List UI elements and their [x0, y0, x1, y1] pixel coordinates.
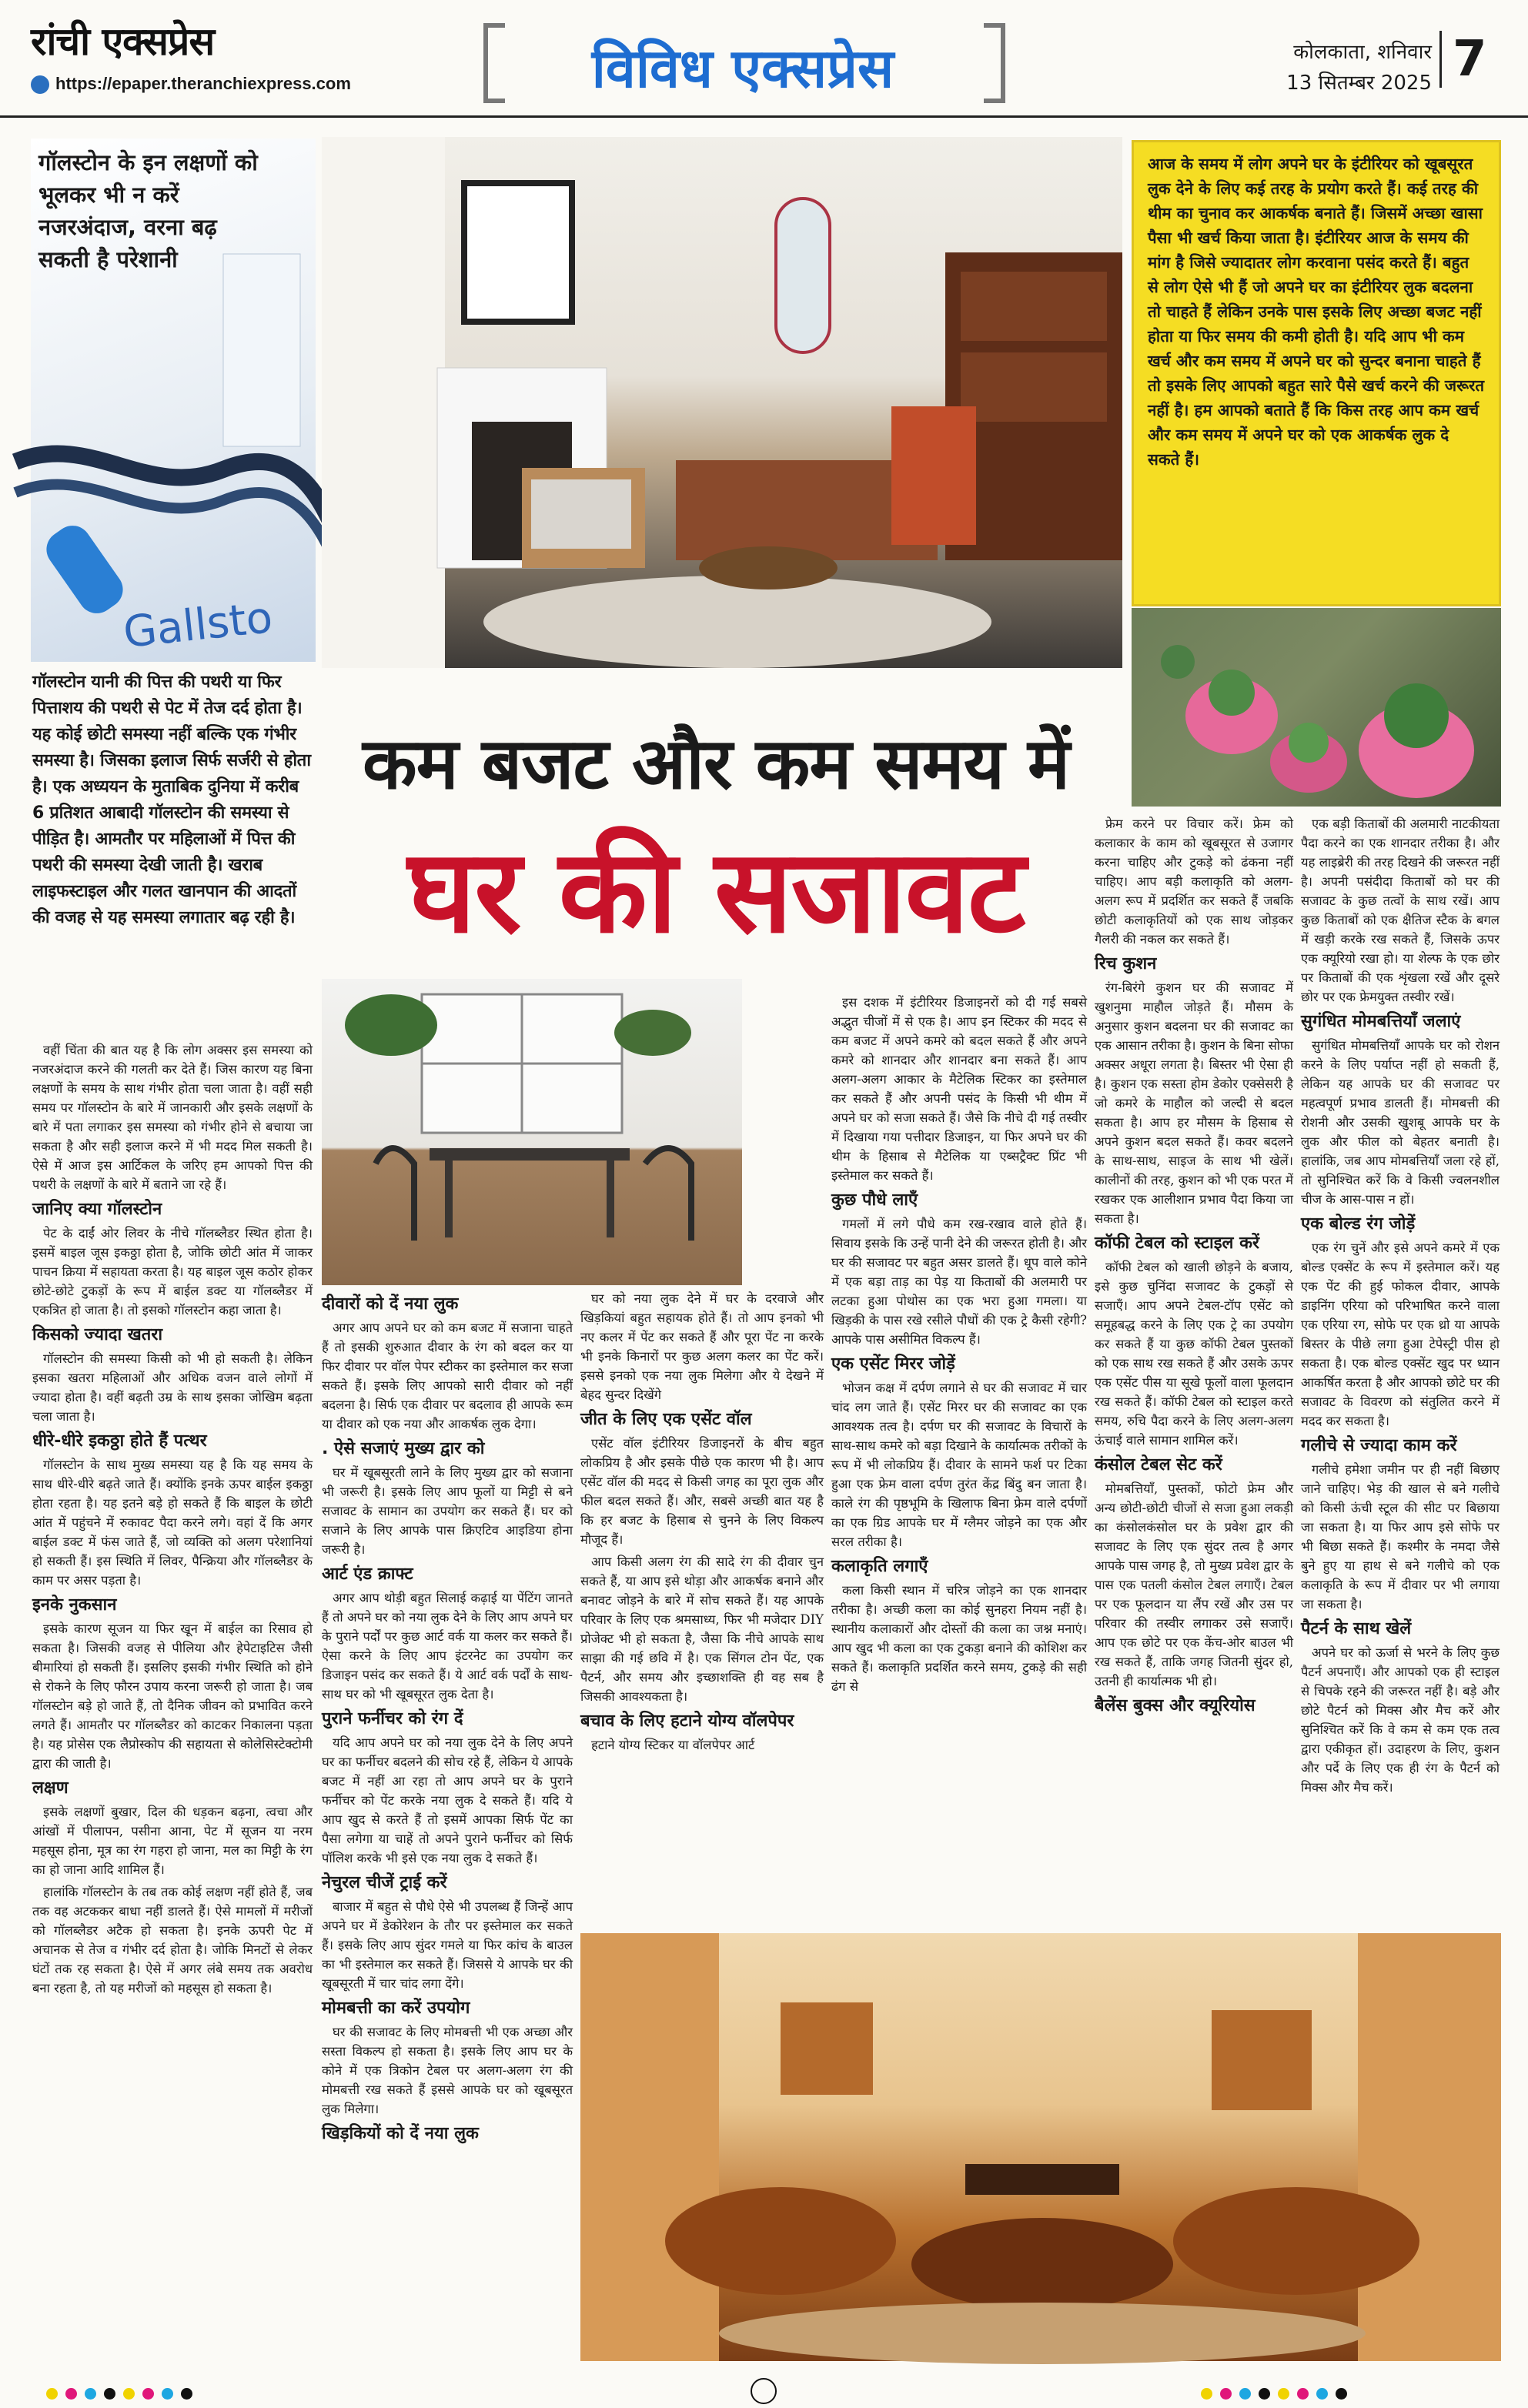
left-story-headline: गॉलस्टोन के इन लक्षणों को भूलकर भी न करें नजरअंदाज, वरना बढ़ सकती है परेशानी	[38, 149, 258, 272]
subhead-console-table: कंसोल टेबल सेट करें	[1095, 1455, 1222, 1475]
registration-dot-icon	[1201, 2388, 1212, 2400]
registration-dot-icon	[123, 2388, 135, 2400]
registration-dot-icon	[1278, 2388, 1289, 2400]
registration-dot-icon	[1220, 2388, 1232, 2400]
main-column-2	[580, 1289, 824, 1928]
left-subhead-1: जानिए क्या गॉलस्टोन	[32, 1200, 162, 1219]
gallstone-image-text: Gallsto	[121, 593, 276, 658]
interior-room-photo	[580, 1933, 1501, 2361]
dining-room-photo	[322, 979, 742, 1285]
left-story-body	[32, 1040, 313, 2372]
left-para-7: हालांकि गॉलस्टोन के तब तक कोई लक्षण नहीं होते हैं, जब तक वह अटककर बाधा नहीं डालते हैं। ऐसे मामलों में मरीजों को गॉलब्लैडर अटैक हो सकता है। इनके ऊपरी पेट में अचानक से तेज व गंभीर दर्द होता है। जोकि मिनटों से लेकर घंटों तक रह सकता है। ऐसे में अगर लंबे समय तक अवरोध बना रहता है, तो यह मरीजों को महसूस हो सकता है।	[32, 1885, 313, 1996]
subhead-natural-things: नेचुरल चीजें ट्राई करें	[322, 1873, 447, 1892]
subhead-bold-color: एक बोल्ड रंग जोड़ें	[1301, 1214, 1416, 1234]
main-headline-line1: कम बजट और कम समय में	[363, 723, 1069, 805]
crosshair-icon	[751, 2378, 777, 2404]
para-bookshelf: एक बड़ी किताबों की अलमारी नाटकीयता पैदा करने का एक शानदार तरीका है। और यह लाइब्रेरी की तरह दिखने की जरूरत नहीं है। अपनी पसंदीदा किताबों को घर की सजावट के कुछ तत्वों के साथ रखें। आप कुछ किताबों को एक क्षैतिज स्टैक के बगल में खड़ी करके रख सकते हैं, जिसके ऊपर एक क्यूरियो रखा हो। या शेल्फ के एक छोर पर किताबों की एक शृंखला रखें और दूसरे छोर पर एक फ्रेमयुक्त तस्वीर रखें।	[1301, 817, 1500, 1004]
para-doors-windows: घर को नया लुक देने में घर के दरवाजे और खिड़कियां बहुत सहायक होते हैं। तो आप इनको भी नए कलर में पेंट कर सकते हैं और पूरा पेंट ना करके भी इनके किनारों पर कुछ अलग कलर का पेंट करें। इससे इनको एक नया लुक मिलेगा और ये देखने में बेहद सुन्दर दिखेंगे	[580, 1291, 824, 1402]
registration-marks-right	[1201, 2386, 1355, 2400]
subhead-artwork: कलाकृति लगाएँ	[831, 1557, 928, 1576]
left-subhead-5: लक्षण	[32, 1778, 69, 1798]
para-scented-candles: सुगंधित मोमबत्तियाँ आपके घर को रोशन करने के लिए पर्याप्त नहीं हो सकती हैं, लेकिन यह आपके घर की सजावट पर महत्वपूर्ण प्रभाव डालती हैं। मोमबत्ती की रोशनी और उसकी खुशबू आपके घर के लुक और फील को बेहतर बनाती है। हालांकि, जब आप मोमबत्तियाँ जला रहे हों, तो सुनिश्चित करें कि वे किसी ज्वलनशील चीज के आस-पास न हों।	[1301, 1038, 1500, 1207]
section-title-part1: विविध	[591, 37, 713, 100]
registration-dot-icon	[65, 2388, 77, 2400]
living-room-photo	[322, 137, 1122, 668]
epaper-url[interactable]	[31, 74, 351, 94]
section-title	[508, 29, 978, 103]
para-bold-color: एक रंग चुनें और इसे अपने कमरे में एक बोल्ड एक्सेंट के रूप में इस्तेमाल करें। यह एक पेंट की हुई फोकल दीवार, आपके डाइनिंग एरिया को परिभाषित करने वाला एक एरिया रग, सोफे पर एक थ्रो या आपके बिस्तर के पीछे लगा हुआ टेपेस्ट्री पीस हो सकता है। एक बोल्ड एक्सेंट खुद पर ध्यान आकर्षित करता है और आपको छोटे घर की सजावट के विवरण को संतुलित करने में मदद कर सकता है।	[1301, 1241, 1500, 1428]
living-room-illustration	[322, 137, 1122, 668]
para-artwork: कला किसी स्थान में चरित्र जोड़ने का एक शानदार तरीका है। अच्छी कला का कोई सुनहरा नियम नहीं है। स्थानीय कलाकारों और दोस्तों की कला का जश्न मनाएं। आप खुद भी कला का एक टुकड़ा बनाने की कोशिश कर सकते हैं। कलाकृति प्रदर्शित करने समय, टुकड़े की सही ढंग से	[831, 1583, 1087, 1694]
left-story-intro: गॉलस्टोन यानी की पित्त की पथरी या फिर पित्ताशय की पथरी से पेट में तेज दर्द होता है। यह कोई छोटी समस्या नहीं बल्कि एक गंभीर समस्या है। जिसका इलाज सिर्फ सर्जरी से होता है। एक अध्ययन के मुताबिक दुनिया में करीब 6 प्रतिशत आबादी गॉलस्टोन की समस्या से पीड़ित है। आमतौर पर महिलाओं में पित्त की पथरी की समस्या देखी जाती है। खराब लाइफस्टाइल और गलत खानपान की आदतों की वजह से यह समस्या लगातार बढ़ रही है।	[32, 673, 311, 927]
main-column-4	[1095, 814, 1293, 1928]
epaper-url-text: https://epaper.theranchiexpress.com	[55, 74, 351, 93]
subhead-main-door: . ऐसे सजाएं मुख्य द्वार को	[322, 1439, 485, 1458]
succulent-photo	[1132, 608, 1501, 807]
left-para-4: गॉलस्टोन के साथ मुख्य समस्या यह है कि यह समय के साथ धीरे-धीरे बढ़ते जाते हैं। क्योंकि इनके ऊपर बाईल इकठ्ठा होता रहता है। यह इतने बड़े हो सकते हैं कि बाइल के छोटी आंत में पहुंचने में रुकावट पैदा करने लगे। वहां दें कि अगर बाईल डक्ट में फंस जाते हैं, जो व्यक्ति को अलग परेशानियां हो सकती हैं। इस स्थिति में लिवर, पैन्क्रिया और गॉलब्लैडर के काम पर असर पड़ता है।	[32, 1458, 313, 1588]
left-subhead-2: किसको ज्यादा खतरा	[32, 1325, 163, 1344]
registration-dot-icon	[162, 2388, 173, 2400]
para-accent-mirror: भोजन कक्ष में दर्पण लगाने से घर की सजावट में चार चांद लग जाते हैं। एसेंट मिरर घर की सजावट का एक आवश्यक तत्व है। दर्पण घर की सजावट के विचारों के साथ-साथ कमरे को बड़ा दिखाने के कार्यात्मक तरीकों के रूप में भी लोकप्रिय हैं। दीवार के सामने फर्श पर टिका हुआ एक फ्रेम वाला दर्पण तुरंत केंद्र बिंदु बन जाता है। काले रंग की पृष्ठभूमि के खिलाफ बिना फ्रेम वाले दर्पणों का एक ग्रिड आपके घर में ग्लैमर जोड़ने का एक और सरल तरीका है।	[831, 1381, 1087, 1549]
print-registration-footer	[0, 2375, 1528, 2408]
para-framing: फ्रेम करने पर विचार करें। फ्रेम को कलाकार के काम को खूबसूरत से उजागर करना चाहिए और टुकड़े को ढंकना नहीं चाहिए। आप बड़ी कलाकृति को अलग-अलग रूप में प्रदर्शित कर सकते हैं जबकि छोटी कलाकृतियों को एक साथ जोड़कर गैलरी की नकल कर सकते हैं।	[1095, 817, 1293, 947]
dining-room-illustration	[322, 979, 742, 1285]
succulent-illustration	[1132, 608, 1501, 807]
subhead-rich-cushion: रिच कुशन	[1095, 954, 1157, 974]
subhead-removable-wallpaper: बचाव के लिए हटाने योग्य वॉलपेपर	[580, 1712, 794, 1731]
para-console-table: मोमबत्तियाँ, पुस्तकों, फोटो फ्रेम और अन्य छोटी-छोटी चीजों से सजा हुआ लकड़ी का कंसोलकंसोल घर के प्रवेश द्वार की सजावट के लिए एक सुंदर तत्व है अगर आपके पास जगह है, तो मुख्य प्रवेश द्वार के पास एक पतली कंसोल टेबल लगाएँ। टेबल पर एक फूलदान या लैंप रखें और उस पर परिवार की तस्वीर लगाकर उसे सजाएँ। आप एक छोटे पर एक केंच-ओर बाउल भी रख सकते हैं, ताकि जगह जितनी सुंदर हो, उतनी ही कार्यात्मक भी हो।	[1095, 1481, 1293, 1688]
newspaper-logo: रांची एक्सप्रेस	[31, 19, 215, 64]
para-art-craft: अगर आप थोड़ी बहुत सिलाई कढ़ाई या पेंटिंग जानते हैं तो अपने घर को नया लुक देने के लिए आप अपने घर के पुराने पर्दों पर कुछ आर्ट वर्क या कलर कर सकते हैं। ऐसा करने के लिए आप इंटरनेट का उपयोग कर डिजाइन पसंद कर सकते हैं। ये आर्ट वर्क पर्दों के साथ-साथ घर को भी खूबसूरत लुक देता है।	[322, 1591, 573, 1702]
dateline	[1262, 37, 1432, 99]
subhead-books-curios: बैलेंस बुक्स और क्यूरियोस	[1095, 1696, 1256, 1715]
interior-room-illustration	[580, 1933, 1501, 2361]
section-title-part2: एक्सप्रेस	[712, 37, 894, 100]
registration-marks-left	[46, 2386, 200, 2400]
subhead-plants: कुछ पौधे लाएँ	[831, 1191, 918, 1210]
left-para-3: गॉलस्टोन की समस्या किसी को भी हो सकती है। लेकिन इसका खतरा महिलाओं और अधिक वजन वाले लोगों में ज्यादा होता है। वहीं बढ़ती उम्र के साथ इसका जोखिम बढ़ता चला जाता है।	[32, 1351, 313, 1424]
para-plants: गमलों में लगे पौधे कम रख-रखाव वाले होते हैं। सिवाय इसके कि उन्हें पानी देने की जरूरत होती है। और घर की सजावट पर बहुत असर डालते हैं। धूप वाले कोने में एक बड़ा ताड़ का पेड़ या किताबों की अलमारी पर लटका हुआ पोथोस का एक भरा हुआ गमला। या खिड़की के पास रखे रसीले पौधों की एक ट्रे कैसी रहेगी? आपके पास असीमित विकल्प हैं।	[831, 1217, 1087, 1347]
subhead-accent-wall: जीत के लिए एक एसेंट वॉल	[580, 1410, 752, 1429]
subhead-accent-mirror: एक एसेंट मिरर जोड़ें	[831, 1354, 955, 1374]
para-rugs: गलीचे हमेशा जमीन पर ही नहीं बिछाए जाने चाहिए। भेड़ की खाल से बने गलीचे को किसी ऊंची स्टूल की सीट पर बिछाया जा सकता है। या फिर आप इसे सोफे पर भी बिछा सकते हैं। कश्मीर के नमदा जैसे बुने हुए या हाथ से बने गलीचे को एक कलाकृति के रूप में दीवार पर भी लगाया जा सकता है।	[1301, 1462, 1500, 1611]
bracket-right-icon	[984, 23, 1005, 103]
para-old-furniture: यदि आप अपने घर को नया लुक देने के लिए अपने घर का फर्नीचर बदलने की सोच रहे हैं, लेकिन ये आपके बजट में नहीं आ रहा तो आप अपने घर के पुराने फर्नीचर को पेंट करके नया लुक दे सकते हैं। यदि ये आप खुद से करते हैं तो इसमें आपका सिर्फ पेंट का पैसा लगेगा या चाहें तो अपने पुराने फर्नीचर को सिर्फ पॉलिश करके भी इसे एक नया लुक दे सकते हैं।	[322, 1735, 573, 1865]
subhead-art-craft: आर्ट एंड क्राफ्ट	[322, 1565, 413, 1584]
subhead-rugs: गलीचे से ज्यादा काम करें	[1301, 1436, 1457, 1455]
subhead-coffee-table: कॉफी टेबल को स्टाइल करें	[1095, 1234, 1260, 1253]
subhead-windows: खिड़कियों को दें नया लुक	[322, 2124, 479, 2143]
registration-dot-icon	[85, 2388, 96, 2400]
bracket-left-icon	[483, 23, 505, 103]
subhead-walls: दीवारों को दें नया लुक	[322, 1294, 459, 1314]
para-removable-wallpaper: हटाने योग्य स्टिकर या वॉलपेपर आर्ट	[591, 1738, 755, 1752]
para-patterns: अपने घर को ऊर्जा से भरने के लिए कुछ पैटर्न अपनाएँ। और आपको एक ही स्टाइल से चिपके रहने की जरूरत नहीं है। बड़े और छोटे पैटर्न को मिक्स और मैच करें और सुनिश्चित करें कि वे कम से कम एक तत्व द्वारा एकीकृत हों। उदाहरण के लिए, कुशन और पर्दे के लिए एक ही रंग के पैटर्न को मिक्स और मैच करें।	[1301, 1645, 1500, 1795]
main-column-5	[1301, 814, 1500, 1928]
subhead-candles: मोमबत्ती का करें उपयोग	[322, 1999, 470, 2018]
globe-icon	[31, 75, 49, 94]
subhead-old-furniture: पुराने फर्नीचर को रंग दें	[322, 1709, 463, 1728]
city-day: कोलकाता, शनिवार	[1293, 41, 1432, 64]
left-subhead-3: धीरे-धीरे इकठ्ठा होते हैं पत्थर	[32, 1431, 207, 1451]
subhead-patterns: पैटर्न के साथ खेलें	[1301, 1619, 1412, 1638]
registration-dot-icon	[142, 2388, 154, 2400]
para-accent-wall-2: आप किसी अलग रंग की सादे रंग की दीवार चुन सकते हैं, या आप इसे थोड़ा और आकर्षक बनाने और बनावट जोड़ने के बारे में सोच सकते हैं। यह आपके परिवार के लिए एक श्रमसाध्य, फिर भी मजेदार DIY प्रोजेक्ट भी हो सकता है, जैसा कि नीचे आपके साथ साझा की गई छवि में है। एक सिंगल टोन पेंट, एक पैटर्न, और समय और इच्छाशक्ति ही वह सब है जिसकी आवश्यकता है।	[580, 1555, 824, 1704]
main-intro-box: आज के समय में लोग अपने घर के इंटीरियर को खूबसूरत लुक देने के लिए कई तरह के प्रयोग करते हैं। कई तरह की थीम का चुनाव कर आकर्षक बनाते हैं। जिसमें अच्छा खासा पैसा भी खर्च किया जाता है। इंटीरियर आज के समय की मांग है जिसे ज्यादातर लोग करवाना पसंद करते हैं। बहुत से लोग ऐसे भी हैं जो अपने घर का इंटीरियर लुक बदलना तो चाहते हैं लेकिन उनके पास इसके लिए अच्छा बजट नहीं होता या फिर समय की कमी होती है। यदि आप भी कम खर्च और कम समय में अपने घर को सुन्दर बनाना चाहते हैं तो इसके लिए आपको बहुत सारे पैसे खर्च करने की जरूरत नहीं है। हम आपको बताते हैं कि किस तरह आप कम खर्च और कम समय में अपने घर को एक आकर्षक लुक दे सकते हैं।	[1132, 140, 1501, 606]
para-main-door: घर में खूबसूरती लाने के लिए मुख्य द्वार को सजाना भी जरूरी है। इसके लिए आप फूलों या मिट्टी से बने सजावट के सामान का उपयोग कर सकते हैं। घर को सजाने के लिए आपके पास क्रिएटिव आइडिया होना जरूरी है।	[322, 1465, 573, 1557]
left-para-5: इसके कारण सूजन या फिर खून में बाईल का रिसाव हो सकता है। जिसकी वजह से पीलिया और हेपेटाइटिस जैसी बीमारियां हो सकती हैं। इसलिए इसकी गंभीर स्थिति को होने से रोकने के लिए फौरन उपाय करना जरूरी हो जाता है। जब गॉलस्टोन बड़े हो जाते हैं, तो दैनिक जीवन को प्रभावित करने लगते हैं। आमतौर पर गॉलब्लैडर को काटकर निकालना पड़ता है। यह प्रोसेस एक लैप्रोस्कोप की सहायता से कोलेसिस्टेक्टोमी द्वारा की जाती है।	[32, 1621, 313, 1771]
registration-dot-icon	[46, 2388, 58, 2400]
left-para-2: पेट के दाईं ओर लिवर के नीचे गॉलब्लैडर स्थित होता है। इसमें बाइल जूस इकठ्ठा होता है, जोकि छोटी आंत में जाकर पाचन क्रिया में सहायता करता है। यह बाइल जूस कठोर होकर छोटे-छोटे टुकड़ों के रूप में बाईल डक्ट या गॉलब्लैडर में एकत्रित हो जाता है। तो इसको गॉलस्टोन कहा जाता है।	[32, 1226, 313, 1318]
page-number: 7	[1439, 31, 1487, 88]
registration-dot-icon	[1297, 2388, 1309, 2400]
para-rich-cushion: रंग-बिरंगे कुशन घर की सजावट में खुशनुमा माहौल जोड़ते हैं। मौसम के अनुसार कुशन बदलना घर की सजावट का एक आसान तरीका है। कुशन के बिना सोफा अक्सर अधूरा लगता है। बिस्तर भी ऐसा ही है। कुशन एक सस्ता होम डेकोर एक्सेसरी है जो कमरे के माहौल को जल्दी से बदल सकता है। आप हर मौसम के हिसाब से अपने कुशन बदल सकते हैं। कवर बदलने के साथ-साथ, साइज के साथ भी खेलें। कालीनों की तरह, कुशन को भी एक परत में रखकर एक आलीशान प्रभाव पैदा किया जा सकता है।	[1095, 980, 1293, 1226]
para-accent-wall-1: एसेंट वॉल इंटीरियर डिजाइनरों के बीच बहुत लोकप्रिय है और इसके पीछे एक कारण भी है। आप एसेंट वॉल की मदद से किसी जगह का पूरा लुक और फील बदल सकते हैं। और, सबसे अच्छी बात यह है कि हर बजट के हिसाब से चुनने के लिए विकल्प मौजूद हैं।	[580, 1436, 824, 1547]
para-stickers: इस दशक में इंटीरियर डिजाइनरों को दी गई सबसे अद्भुत चीजों में से एक है। आप इन स्टिकर की मदद से कम बजट में अपने कमरे को बदल सकते हैं और अपने कमरे को शानदार और शानदार बना सकते हैं। आप अलग-अलग आकार के मैटेलिक स्टिकर का इस्तेमाल कर सकते हैं और अपनी पसंद के किसी भी थीम में अपने घर को सजा सकते हैं। जैसे कि नीचे दी गई तस्वीर में दिखाया गया पत्तीदार डिजाइन, या फिर अपने घर की थीम के हिसाब से मैटेलिक या एब्सट्रैक्ट प्रिंट भी इस्तेमाल कर सकते हैं।	[831, 995, 1087, 1183]
registration-dot-icon	[1259, 2388, 1270, 2400]
para-candles: घर की सजावट के लिए मोमबत्ती भी एक अच्छा और सस्ता विकल्प हो सकता है। इसके लिए आप घर के कोने में एक त्रिकोन टेबल पर अलग-अलग रंग की मोमबत्ती रख सकते हैं इससे आपके घर को खूबसूरत लुक मिलेगा।	[322, 2025, 573, 2116]
issue-date: 13 सितम्बर 2025	[1286, 72, 1432, 95]
registration-dot-icon	[1316, 2388, 1328, 2400]
left-subhead-4: इनके नुकसान	[32, 1595, 117, 1615]
main-headline-line2: घर की सजावट	[407, 825, 1025, 959]
para-coffee-table: कॉफी टेबल को खाली छोड़ने के बजाय, इसे कुछ चुनिंदा सजावट के टुकड़ों से सजाएँ। आप अपने टेबल-टॉप एसेंट को समूहबद्ध करने के लिए एक ट्रे का उपयोग कर सकते हैं या कुछ कॉफी टेबल पुस्तकों को एक साथ रख सकते हैं और उसके ऊपर एक एसेंट पीस या सूखे फूलों वाला फूलदान रख सकते हैं। कॉफी टेबल को स्टाइल करते समय, रुचि पैदा करने के लिए अलग-अलग ऊंचाई वाले सामान शामिल करें।	[1095, 1260, 1293, 1448]
registration-dot-icon	[104, 2388, 115, 2400]
subhead-scented-candles: सुगंधित मोमबत्तियाँ जलाएं	[1301, 1012, 1461, 1031]
masthead	[0, 0, 1528, 118]
para-natural-things: बाजार में बहुत से पौधे ऐसे भी उपलब्ध हैं जिन्हें आप अपने घर में डेकोरेशन के तौर पर इस्तेमाल कर सकते हैं। इसके लिए आप सुंदर गमले या फिर कांच के बाउल का भी इस्तेमाल कर सकते हैं। जिससे ये आपके घर की खूबसूरती में चार चांद लगा देंगे।	[322, 1899, 573, 1991]
registration-dot-icon	[1239, 2388, 1251, 2400]
main-column-3	[831, 993, 1087, 1928]
registration-dot-icon	[1336, 2388, 1347, 2400]
registration-dot-icon	[181, 2388, 192, 2400]
main-column-1	[322, 1289, 573, 2143]
left-para-1: वहीं चिंता की बात यह है कि लोग अक्सर इस समस्या को नजरअंदाज करने की गलती कर देते हैं। जिस कारण यह बिना लक्षणों के समय के साथ गंभीर होता चला जाता है। वहीं सही समय पर गॉलस्टोन के बारे में जानकारी और इसके लक्षणों के बारे में पता लगाकर इस समस्या को गंभीर होने से बचाया जा सकता है और सही इलाज करने में भी मदद मिल सकती है। ऐसे में आज इस आर्टिकल के जरिए हम आपको पित्त की पथरी के लक्षणों के बारे में बताने जा रहे हैं।	[32, 1043, 313, 1192]
para-walls: अगर आप अपने घर को कम बजट में सजाना चाहते हैं तो इसकी शुरुआत दीवार के रंग को बदल कर या फिर दीवार पर वॉल पेपर स्टीकर का इस्तेमाल कर सजा सकते हैं। इसके लिए आपको सारी दीवार को नहीं बदलना है। सिर्फ एक दीवार पर बदलाव ही आपके रूम या दीवार को एक नया और आकर्षक लुक देगा।	[322, 1321, 573, 1431]
left-para-6: इसके लक्षणों बुखार, दिल की धड़कन बढ़ना, त्वचा और आंखों में पीलापन, पसीना आना, पेट में सूजन या नरम महसूस होना, मूत्र का रंग गहरा हो जाना, मल का मिट्टी के रंग का हो जाना आदि शामिल हैं।	[32, 1805, 313, 1877]
